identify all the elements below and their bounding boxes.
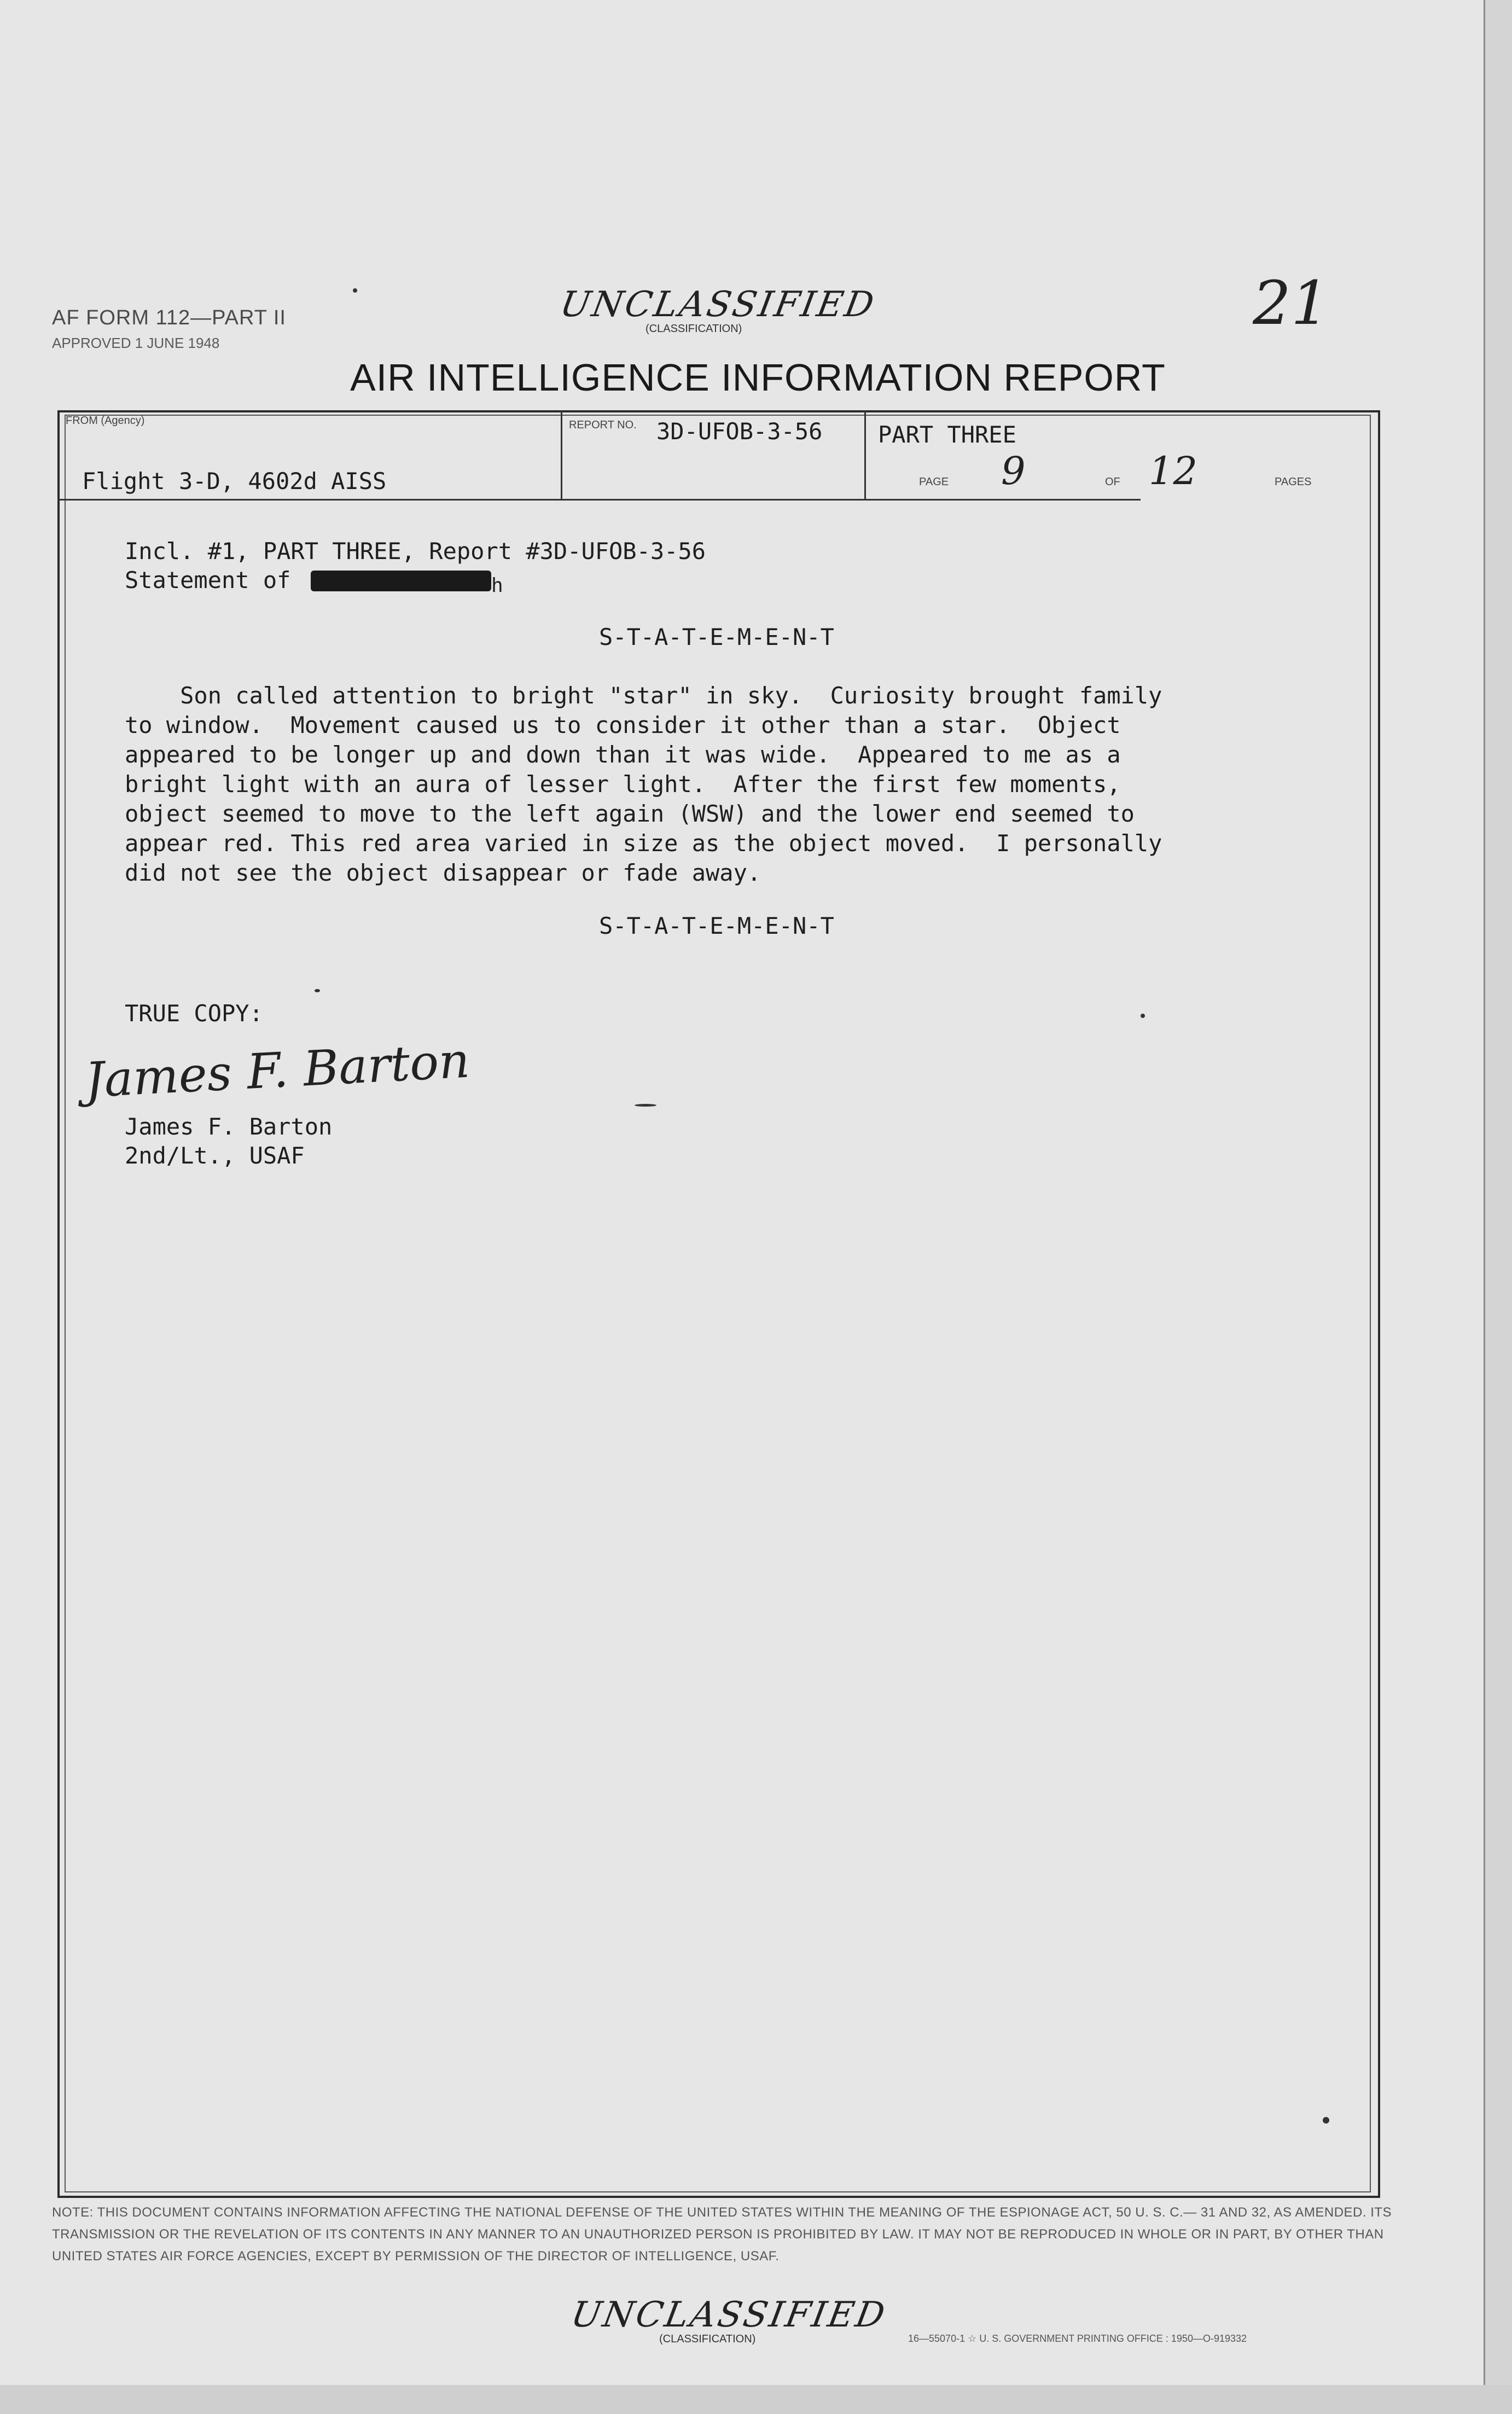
header-divider-2: [864, 410, 866, 499]
scan-speck: [353, 288, 357, 293]
paragraph-line: object seemed to move to the left again (WSW) and the lower end seemed to: [125, 800, 1135, 827]
form-id: AF FORM 112—PART II: [52, 306, 286, 329]
paragraph-line: appeared to be longer up and down than it was wide. Appeared to me as a: [125, 741, 1121, 768]
report-title: AIR INTELLIGENCE INFORMATION REPORT: [350, 356, 1166, 399]
print-line: 16—55070-1 ☆ U. S. GOVERNMENT PRINTING OFFICE : 1950—O-919332: [908, 2333, 1247, 2344]
scan-speck: [315, 989, 320, 992]
paragraph-line: to window. Movement caused us to consider it other than a star. Object: [125, 712, 1121, 738]
handwritten-signature: James F. Barton: [83, 1032, 472, 1109]
paragraph-line: appear red. This red area varied in size as the object moved. I personally: [125, 830, 1162, 857]
scan-speck: [1323, 2117, 1329, 2124]
redaction-bar: [311, 571, 491, 591]
from-label: FROM (Agency): [66, 415, 145, 427]
statement-heading-open: S-T-A-T-E-M-E-N-T: [599, 624, 834, 650]
scan-edge-bottom: [0, 2385, 1512, 2414]
header-row-divider: [57, 499, 1141, 501]
statement-of-line: Statement of: [125, 567, 291, 594]
statement-heading-close: S-T-A-T-E-M-E-N-T: [599, 912, 834, 939]
espionage-notice: NOTE: THIS DOCUMENT CONTAINS INFORMATION AFFECTING THE NATIONAL DEFENSE OF THE UNITED STATES WITHIN THE MEANING OF THE ESPIONAGE ACT, 50 U. S. C.— 31 AND 32, AS AMENDED. ITS TRANSMISSION OR THE REVELATION OF ITS CONTENTS IN ANY MANNER TO AN UNAUTHORIZED PERSON IS PROHIBITED BY LAW. IT MAY NOT BE REPRODUCED IN WHOLE OR IN PART, BY OTHER THAN UNITED STATES AIR FORCE AGENCIES, EXCEPT BY PERMISSION OF THE DIRECTOR OF INTELLIGENCE, USAF.: [52, 2205, 1392, 2264]
handwritten-page-mark: 21: [1253, 268, 1329, 338]
pages-label: PAGES: [1275, 476, 1312, 488]
inclosure-line: Incl. #1, PART THREE, Report #3D-UFOB-3-56: [125, 538, 706, 565]
classification-label-bottom: (CLASSIFICATION): [659, 2333, 756, 2345]
header-divider-1: [561, 410, 562, 499]
paragraph-line: bright light with an aura of lesser light. After the first few moments,: [125, 771, 1121, 798]
redaction-tail: h: [491, 574, 503, 597]
signer-name: James F. Barton: [125, 1113, 333, 1140]
paragraph-line: did not see the object disappear or fade away.: [125, 859, 761, 886]
report-no-value: 3D-UFOB-3-56: [656, 418, 823, 445]
scan-speck: [635, 1104, 656, 1107]
classification-stamp-top: UNCLASSIFIED: [557, 284, 879, 325]
scan-edge-right: [1484, 0, 1512, 2414]
form-approved-date: APPROVED 1 JUNE 1948: [52, 335, 220, 351]
statement-paragraph: [125, 681, 1162, 888]
from-value: Flight 3-D, 4602d AISS: [82, 468, 387, 495]
scan-speck: [1141, 1014, 1145, 1018]
paragraph-line: Son called attention to bright "star" in sky. Curiosity brought family: [125, 682, 1162, 709]
signer-rank: 2nd/Lt., USAF: [125, 1142, 305, 1169]
true-copy-label: TRUE COPY:: [125, 1000, 263, 1027]
of-label: OF: [1105, 476, 1120, 488]
report-no-label: REPORT NO.: [569, 419, 637, 431]
part-value: PART THREE: [878, 421, 1016, 448]
page-number: 9: [1001, 449, 1026, 493]
page-label: PAGE: [919, 476, 949, 488]
classification-label-top: (CLASSIFICATION): [645, 323, 742, 335]
page-total: 12: [1149, 449, 1198, 493]
classification-stamp-bottom: UNCLASSIFIED: [568, 2295, 890, 2335]
